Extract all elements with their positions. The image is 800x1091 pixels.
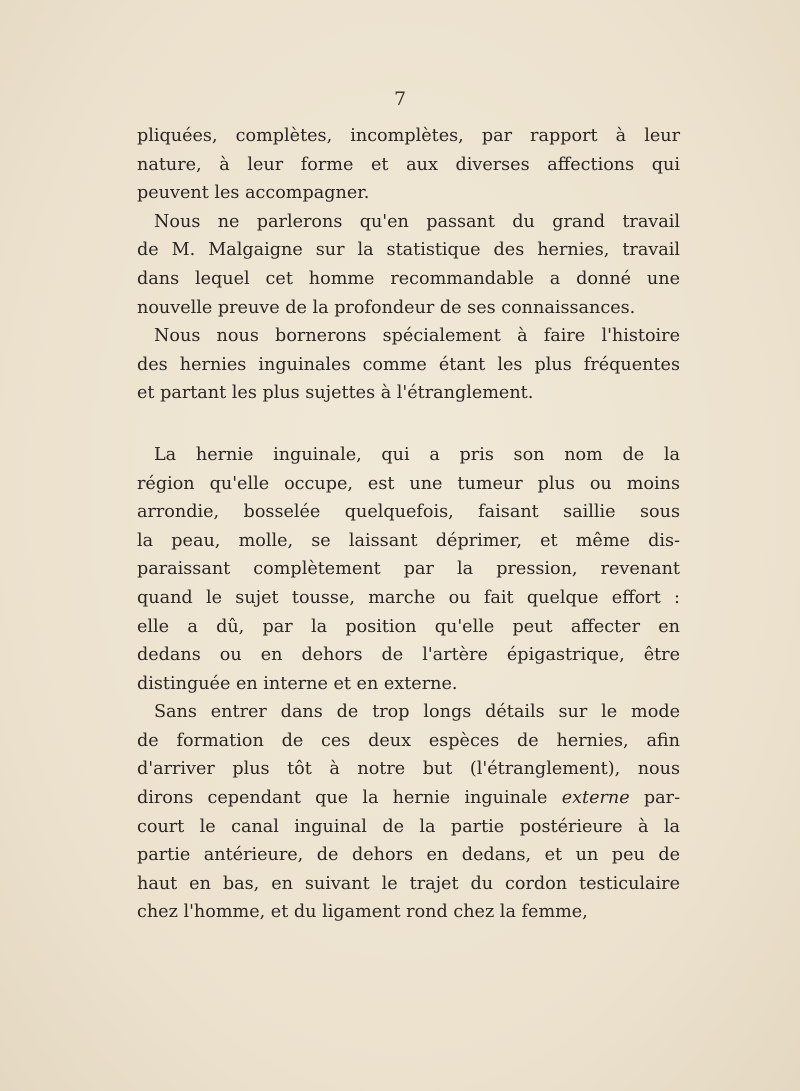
text-line: nouvelle preuve de la profondeur de ses connaissances. xyxy=(137,297,636,318)
text-line-with-emphasis xyxy=(137,784,680,813)
text-line: La hernie inguinale, qui a pris son nom de la xyxy=(154,444,680,465)
text-line: paraissant complètement par la pression, revenant xyxy=(137,559,680,580)
text-line: Nous ne parlerons qu'en passant du grand travail xyxy=(154,211,680,232)
text-line: quand le sujet tousse, marche ou fait quelque effort : xyxy=(137,587,680,608)
text-line: partie antérieure, de dehors en dedans, et un peu de xyxy=(137,845,680,866)
text-line: Nous nous bornerons spécialement à faire l'histoire xyxy=(154,326,680,347)
page-number: 7 xyxy=(393,88,407,110)
section-gap xyxy=(137,408,680,441)
text-line: Sans entrer dans de trop longs détails sur le mode xyxy=(154,702,680,723)
text-line: haut en bas, en suivant le trajet du cordon testiculaire xyxy=(137,873,680,894)
text-line: chez l'homme, et du ligament rond chez la femme, xyxy=(137,902,588,923)
emphasis-externe: externe xyxy=(561,788,630,809)
text-line: distinguée en interne et en externe. xyxy=(137,673,458,694)
text-line: arrondie, bosselée quelquefois, faisant saillie sous xyxy=(137,502,680,523)
text-segment: par- xyxy=(643,788,681,809)
body-text xyxy=(137,122,680,927)
text-line: elle a dû, par la position qu'elle peut affecter en xyxy=(137,616,680,637)
text-line: pliquées, complètes, incomplètes, par rapport à leur xyxy=(137,126,680,146)
text-segment: dirons cependant que la hernie inguinale xyxy=(137,788,548,809)
text-line: court le canal inguinal de la partie postérieure à la xyxy=(137,816,680,837)
text-line: région qu'elle occupe, est une tumeur plus ou moins xyxy=(137,473,680,494)
text-line: d'arriver plus tôt à notre but (l'étranglement), nous xyxy=(137,759,680,780)
text-line: la peau, molle, se laissant déprimer, et même dis- xyxy=(137,530,680,551)
text-line: et partant les plus sujettes à l'étranglement. xyxy=(137,383,534,404)
text-line: dedans ou en dehors de l'artère épigastrique, être xyxy=(137,645,680,666)
text-line: des hernies inguinales comme étant les plus fréquentes xyxy=(137,354,680,375)
text-line: nature, à leur forme et aux diverses affections qui xyxy=(137,154,680,175)
text-line: de M. Malgaigne sur la statistique des hernies, travail xyxy=(137,240,680,261)
text-line: peuvent les accompagner. xyxy=(137,183,370,204)
text-line: de formation de ces deux espèces de hernies, afin xyxy=(137,730,680,751)
text-line: dans lequel cet homme recommandable a donné une xyxy=(137,268,680,289)
